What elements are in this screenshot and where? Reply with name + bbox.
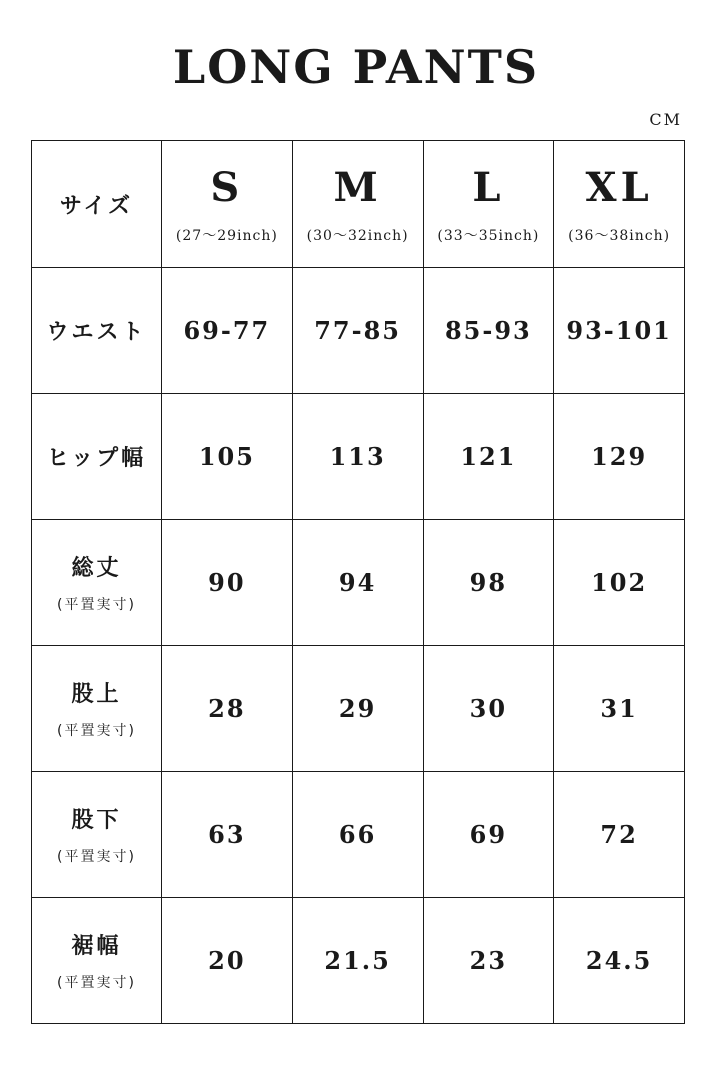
table-cell: [423, 772, 554, 898]
row-label-cell: [32, 394, 162, 520]
cell-value: 98: [469, 568, 508, 597]
size-name: S: [210, 163, 244, 211]
size-header-cell: [162, 141, 293, 268]
table-cell: [554, 394, 685, 520]
table-cell: [554, 268, 685, 394]
row-label: ウエスト: [46, 320, 147, 345]
table-cell: [292, 646, 423, 772]
size-range: (33〜35inch): [437, 227, 540, 244]
unit-label: CM: [649, 110, 682, 129]
table-cell: [554, 520, 685, 646]
cell-value: 63: [208, 820, 246, 849]
cell-value: 69: [469, 820, 508, 849]
row-sublabel: (平置実寸): [57, 975, 136, 991]
size-header-cell: [554, 141, 685, 268]
table-cell: [162, 394, 293, 520]
row-label-cell: [32, 898, 162, 1024]
size-name: L: [472, 163, 505, 211]
row-label: 股下: [71, 808, 122, 833]
cell-value: 28: [208, 694, 246, 723]
row-label: ヒップ幅: [46, 446, 147, 471]
table-row: [32, 520, 685, 646]
size-header-cell: [292, 141, 423, 268]
page-title: LONG PANTS: [172, 40, 540, 94]
cell-value: 129: [591, 442, 648, 471]
row-sublabel: (平置実寸): [57, 597, 136, 613]
header-label-cell: [32, 141, 162, 268]
row-label-cell: [32, 646, 162, 772]
size-header-cell: [423, 141, 554, 268]
cell-value: 85-93: [444, 316, 532, 345]
cell-value: 23: [469, 946, 508, 975]
table-cell: [423, 520, 554, 646]
table-row: [32, 646, 685, 772]
table-cell: [554, 898, 685, 1024]
size-chart-table: [31, 140, 685, 1024]
table-cell: [423, 646, 554, 772]
table-cell: [423, 394, 554, 520]
table-cell: [554, 646, 685, 772]
table-cell: [162, 268, 293, 394]
row-label: 総丈: [71, 556, 122, 581]
cell-value: 121: [460, 442, 517, 471]
size-range: (27〜29inch): [175, 227, 278, 244]
table-row: [32, 394, 685, 520]
size-range: (30〜32inch): [306, 227, 409, 244]
row-sublabel: (平置実寸): [57, 849, 136, 865]
size-range: (36〜38inch): [568, 227, 671, 244]
table-cell: [292, 520, 423, 646]
table-row: [32, 268, 685, 394]
cell-value: 102: [591, 568, 648, 597]
row-label-cell: [32, 772, 162, 898]
table-cell: [162, 898, 293, 1024]
cell-value: 72: [600, 820, 638, 849]
table-cell: [292, 772, 423, 898]
table-cell: [423, 898, 554, 1024]
cell-value: 113: [329, 442, 386, 471]
size-name: XL: [585, 163, 653, 211]
cell-value: 69-77: [183, 316, 271, 345]
cell-value: 93-101: [566, 316, 672, 345]
cell-value: 77-85: [314, 316, 401, 345]
table-cell: [292, 898, 423, 1024]
row-label-cell: [32, 520, 162, 646]
cell-value: 31: [600, 694, 638, 723]
table-cell: [554, 772, 685, 898]
cell-value: 29: [338, 694, 377, 723]
header-label: サイズ: [59, 193, 134, 219]
table-cell: [162, 772, 293, 898]
size-name: M: [333, 163, 382, 211]
table-cell: [292, 268, 423, 394]
cell-value: 105: [198, 442, 255, 471]
table-row: [32, 772, 685, 898]
cell-value: 20: [208, 946, 246, 975]
row-label: 股上: [71, 682, 122, 707]
table-cell: [162, 520, 293, 646]
table-cell: [423, 268, 554, 394]
cell-value: 24.5: [585, 946, 653, 975]
cell-value: 94: [338, 568, 377, 597]
row-label-cell: [32, 268, 162, 394]
table-cell: [292, 394, 423, 520]
row-sublabel: (平置実寸): [57, 723, 136, 739]
row-label: 裾幅: [71, 934, 122, 959]
cell-value: 30: [469, 694, 508, 723]
table-cell: [162, 646, 293, 772]
table-header-row: [32, 141, 685, 268]
cell-value: 66: [338, 820, 377, 849]
cell-value: 90: [208, 568, 246, 597]
table-row: [32, 898, 685, 1024]
cell-value: 21.5: [324, 946, 391, 975]
